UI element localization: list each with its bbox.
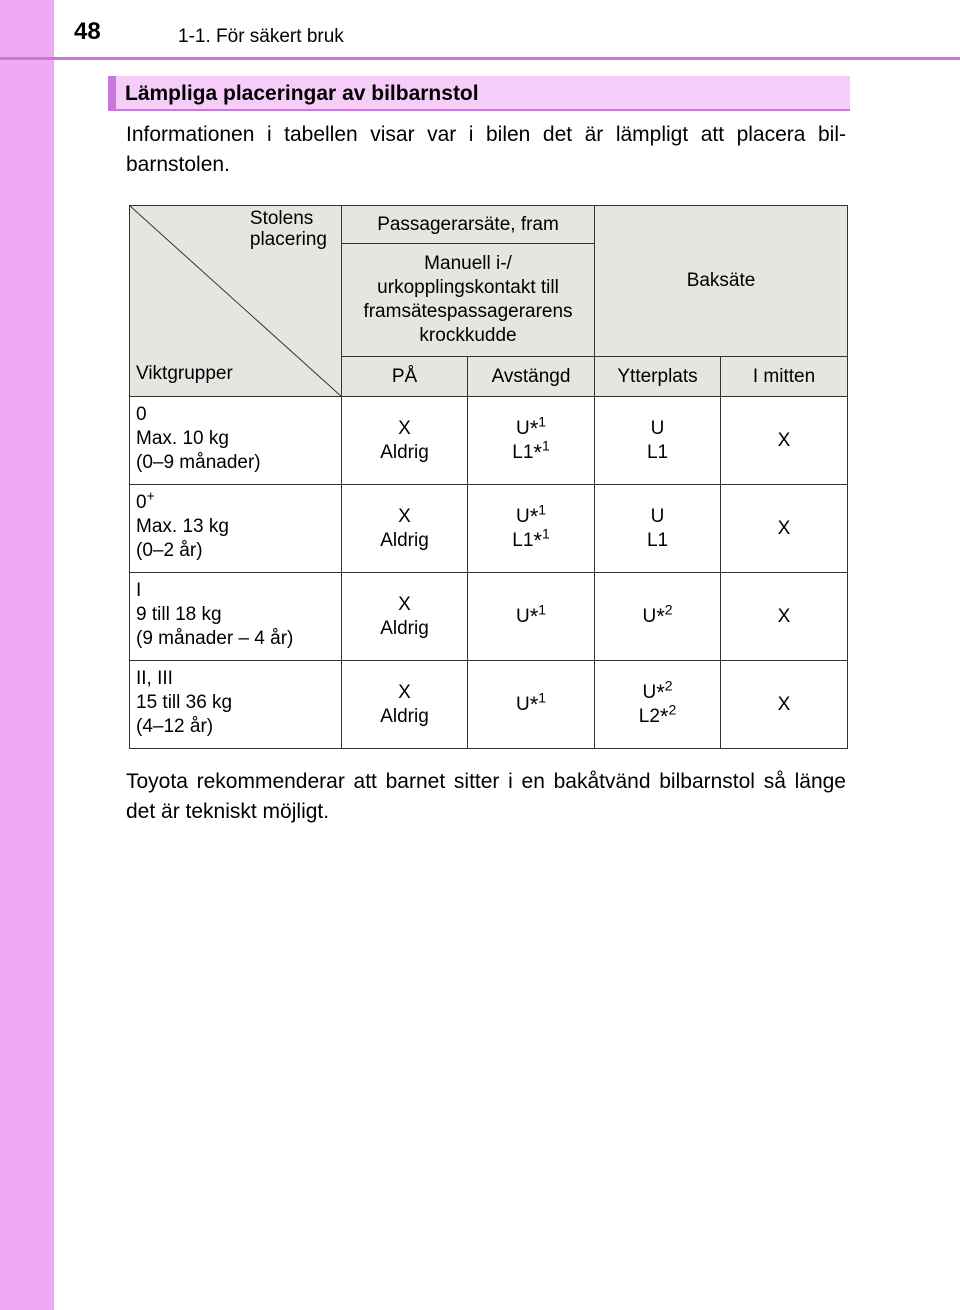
cell-line <box>472 413 590 441</box>
cell-airbag-off <box>468 397 595 485</box>
weight-group-cell <box>130 661 342 749</box>
corner-weight-group-label: Viktgrupper <box>136 363 233 384</box>
weight-group-cell <box>130 397 342 485</box>
cell-code: L2 <box>638 705 660 727</box>
page-header <box>0 0 960 58</box>
cell-line: U <box>650 417 665 439</box>
asterisk-icon: * <box>529 603 539 629</box>
cell-code: U <box>642 681 657 703</box>
cell-line <box>472 437 590 465</box>
front-seat-header: Passagerarsäte, fram <box>342 206 595 244</box>
corner-label-line-1: Stolens <box>249 208 314 229</box>
recommendation-paragraph: Toyota rekommenderar att barnet sitter i en bakåtvänd bilbarnstol så länge det är tekniskt möjligt. <box>126 770 846 823</box>
footnote-number: 1 <box>538 689 547 706</box>
cell-line: U <box>650 505 665 527</box>
age-label: (4–12 år) <box>136 716 214 737</box>
group-label: I <box>136 580 142 601</box>
cell-code: U <box>515 417 530 439</box>
footnote-number: 1 <box>541 525 550 542</box>
asterisk-icon: * <box>529 503 539 529</box>
cell-line <box>472 689 590 717</box>
cell-line <box>599 601 716 629</box>
header-color-corner <box>0 0 54 58</box>
cell-airbag-off <box>468 661 595 749</box>
cell-rear-outer <box>595 573 721 661</box>
weight-group-cell <box>130 485 342 573</box>
group-label <box>136 487 335 515</box>
cell-airbag-off <box>468 573 595 661</box>
cell-line: X <box>398 681 411 703</box>
asterisk-icon: * <box>533 439 542 465</box>
asterisk-icon: * <box>529 691 539 717</box>
footnote-number: 1 <box>538 413 547 430</box>
cell-rear-outer <box>595 485 721 573</box>
section-heading <box>108 76 850 111</box>
cell-code: U <box>515 605 530 627</box>
footnote-number: 2 <box>664 677 673 694</box>
cell-line <box>472 501 590 529</box>
side-color-strip <box>0 0 54 1310</box>
cell-rear-middle: X <box>721 573 848 661</box>
asterisk-icon: * <box>529 415 539 441</box>
cell-rear-middle: X <box>721 397 848 485</box>
cell-airbag-on <box>342 573 468 661</box>
cell-line: X <box>398 593 411 615</box>
cell-line <box>599 701 716 729</box>
table-row <box>130 573 848 661</box>
table-row <box>130 661 848 749</box>
corner-seat-position-label <box>250 208 327 250</box>
cell-line: L1 <box>646 441 669 463</box>
col-header-off: Avstängd <box>468 357 595 397</box>
section-title: Lämpliga placeringar av bilbarnstol <box>125 82 479 105</box>
weight-label: Max. 13 kg <box>136 516 229 537</box>
cell-airbag-on <box>342 397 468 485</box>
group-label: 0 <box>136 404 147 425</box>
asterisk-icon: * <box>656 679 665 705</box>
footnote-number: 2 <box>664 601 673 618</box>
asterisk-icon: * <box>659 703 669 729</box>
cell-line <box>472 601 590 629</box>
page-number: 48 <box>74 18 101 45</box>
cell-rear-outer <box>595 397 721 485</box>
group-superscript: + <box>146 487 155 504</box>
cell-code: U <box>642 605 657 627</box>
rear-seat-header: Baksäte <box>595 206 848 357</box>
cell-code: L1 <box>512 441 534 463</box>
footnote-number: 2 <box>668 701 677 718</box>
weight-label: 9 till 18 kg <box>136 604 222 625</box>
cell-line <box>599 677 716 705</box>
cell-rear-middle: X <box>721 661 848 749</box>
cell-code: L1 <box>512 529 534 551</box>
cell-code: U <box>515 693 530 715</box>
corner-label-line-2: placering <box>249 229 327 250</box>
age-label: (0–9 månader) <box>136 452 261 473</box>
table-corner-cell <box>130 206 342 397</box>
header-rule <box>0 57 960 60</box>
col-header-on: PÅ <box>342 357 468 397</box>
cell-airbag-on <box>342 661 468 749</box>
footnote-number: 1 <box>541 437 550 454</box>
weight-group-cell <box>130 573 342 661</box>
cell-line: Aldrig <box>380 617 429 639</box>
asterisk-icon: * <box>533 527 542 553</box>
footnote-number: 1 <box>538 601 547 618</box>
asterisk-icon: * <box>656 603 665 629</box>
cell-line: Aldrig <box>380 705 429 727</box>
footnote-number: 1 <box>538 501 547 518</box>
section-accent <box>108 76 116 111</box>
cell-line: L1 <box>646 529 669 551</box>
group-label: II, III <box>136 668 173 689</box>
col-header-middle: I mitten <box>721 357 848 397</box>
child-seat-table <box>129 205 848 749</box>
table-row <box>130 485 848 573</box>
cell-line: Aldrig <box>380 529 429 551</box>
cell-line <box>472 525 590 553</box>
cell-rear-middle: X <box>721 485 848 573</box>
cell-line: X <box>398 505 411 527</box>
cell-code: U <box>515 505 530 527</box>
cell-rear-outer <box>595 661 721 749</box>
airbag-switch-header: Manuell i-/ urkopplingskontakt till framsätespassagerarens krockkudde <box>342 244 595 357</box>
age-label: (0–2 år) <box>136 540 203 561</box>
cell-line: X <box>398 417 411 439</box>
weight-label: Max. 10 kg <box>136 428 229 449</box>
age-label: (9 månader – 4 år) <box>136 628 294 649</box>
cell-line: Aldrig <box>380 441 429 463</box>
weight-label: 15 till 36 kg <box>136 692 233 713</box>
cell-airbag-off <box>468 485 595 573</box>
col-header-outer: Ytterplats <box>595 357 721 397</box>
intro-paragraph: Informationen i tabellen visar var i bilen det är lämpligt att placera bil-barnstolen. <box>126 123 846 176</box>
table-row <box>130 397 848 485</box>
cell-airbag-on <box>342 485 468 573</box>
group-text: 0 <box>136 492 147 513</box>
chapter-title: 1-1. För säkert bruk <box>178 26 344 47</box>
